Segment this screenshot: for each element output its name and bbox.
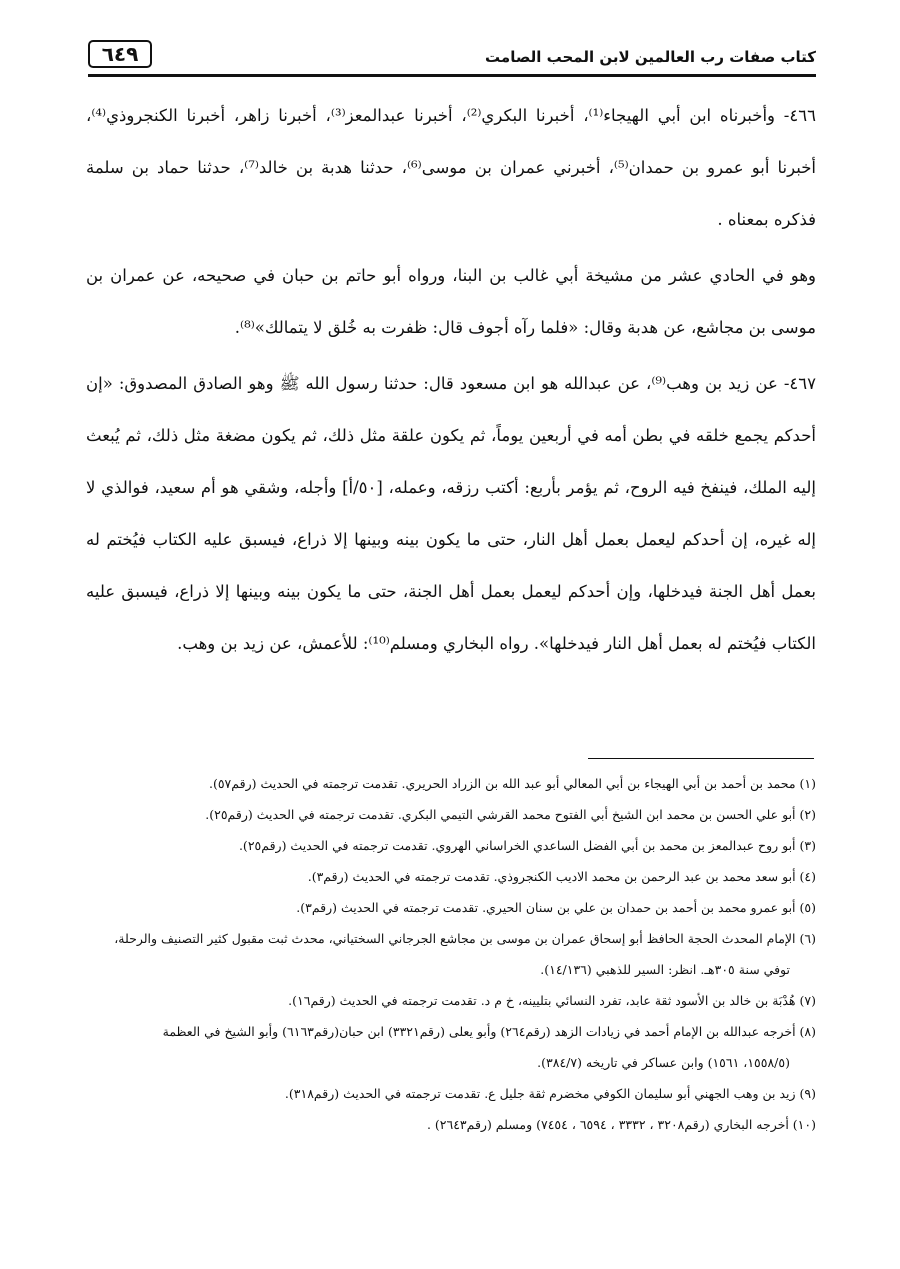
paragraph-commentary: وهو في الحادي عشر من مشيخة أبي غالب بن البنا، ورواه أبو حاتم بن حبان في صحيحه، عن عمران بن موسى بن مجاشع، عن هدبة وقال: «فلما رآه أجوف قال: ظفرت به خُلق لا يتمالك»⁽⁸⁾. xyxy=(86,266,816,337)
footnote-8: (٨) أخرجه عبدالله بن الإمام أحمد في زيادات الزهد (رقم٢٦٤) وأبو يعلى (رقم٣٣٢١) ابن حبان(رقم٦١٦٣) وأبو الشيخ في العظمة xyxy=(162,1024,816,1039)
footnote-3: (٣) أبو روح عبدالمعز بن محمد بن أبي الفضل الساعدي الخراساني الهروي. تقدمت ترجمته في الحديث (رقم٢٥). xyxy=(238,838,816,853)
footnote-6: (٦) الإمام المحدث الحجة الحافظ أبو إسحاق عمران بن موسى بن مجاشع الجرجاني السختياني، محدث ثبت مقبول كثير التصنيف والرحلة، xyxy=(114,931,816,946)
footnote-8-continuation: (١٥٥٨/٥، ١٥٦١) وابن عساكر في تاريخه (٣٨٤/٧). xyxy=(537,1055,790,1070)
header-rule xyxy=(88,74,816,77)
paragraph-466: ٤٦٦- وأخبرناه ابن أبي الهيجاء⁽¹⁾، أخبرنا البكري⁽²⁾، أخبرنا عبدالمعز⁽³⁾، أخبرنا زاهر، أخبرنا الكنجروذي⁽⁴⁾، أخبرنا أبو عمرو بن حمدان⁽⁵⁾، أخبرني عمران بن موسى⁽⁶⁾، حدثنا هدبة بن خالد⁽⁷⁾، حدثنا حماد بن سلمة فذكره بمعناه . xyxy=(86,106,816,229)
footnote-separator xyxy=(588,758,814,759)
page-number: ٦٤٩ xyxy=(88,40,152,68)
page-header xyxy=(88,40,816,80)
footnote-6-continuation: توفي سنة ٣٠٥هـ. انظر: السير للذهبي (١٤/١٣٦). xyxy=(540,962,790,977)
footnote-5: (٥) أبو عمرو محمد بن أحمد بن حمدان بن علي بن سنان الحيري. تقدمت ترجمته في الحديث (رقم٣). xyxy=(296,900,816,915)
footnote-2: (٢) أبو علي الحسن بن محمد ابن الشيخ أبي الفتوح محمد القرشي التيمي البكري. تقدمت ترجمته في الحديث (رقم٢٥). xyxy=(205,807,816,822)
footnote-4: (٤) أبو سعد محمد بن عبد الرحمن بن محمد الاديب الكنجروذي. تقدمت ترجمته في الحديث (رقم٣). xyxy=(307,869,816,884)
book-title: كتاب صفات رب العالمين لابن المحب الصامت xyxy=(485,48,816,66)
main-text xyxy=(86,90,816,670)
footnote-7: (٧) هُدْبَة بن خالد بن الأسود ثقة عابد، تفرد النسائي بتليينه، خ م د. تقدمت ترجمته في الحديث (رقم١٦). xyxy=(288,993,816,1008)
paragraph-467: ٤٦٧- عن زيد بن وهب⁽⁹⁾، عن عبدالله هو ابن مسعود قال: حدثنا رسول الله ﷺ وهو الصادق المصدوق: «إن أحدكم يجمع خلقه في بطن أمه في أربعين يوماً، ثم يكون علقة مثل ذلك، ثم يكون مضغة مثل ذلك، ثم يُبعث إليه الملك، فينفخ فيه الروح، ثم يؤمر بأربع: أكتب رزقه، وعمله، [٥٠/أ] وأجله، وشقي هو أم سعيد، فوالذي لا إله غيره، إن أحدكم ليعمل بعمل أهل النار، حتى ما يكون بينه وبينها إلا ذراع، فيسبق عليه الكتاب فيُختم له بعمل أهل الجنة فيدخلها، وإن أحدكم ليعمل بعمل أهل الجنة، حتى ما يكون بينه وبينها إلا ذراع، فيسبق عليه الكتاب فيُختم له بعمل أهل النار فيدخلها». رواه البخاري ومسلم⁽¹⁰⁾: للأعمش، عن زيد بن وهب. xyxy=(86,374,816,653)
footnote-10: (١٠) أخرجه البخاري (رقم٣٢٠٨ ، ٣٣٣٢ ، ٦٥٩٤ ، ٧٤٥٤) ومسلم (رقم٢٦٤٣) . xyxy=(426,1117,816,1132)
footnote-9: (٩) زيد بن وهب الجهني أبو سليمان الكوفي مخضرم ثقة جليل ع. تقدمت ترجمته في الحديث (رقم٣١٨). xyxy=(284,1086,816,1101)
footnotes xyxy=(86,768,816,1140)
footnote-1: (١) محمد بن أحمد بن أبي الهيجاء بن أبي المعالي أبو عبد الله بن الزراد الحريري. تقدمت ترجمته في الحديث (رقم٥٧). xyxy=(208,776,816,791)
